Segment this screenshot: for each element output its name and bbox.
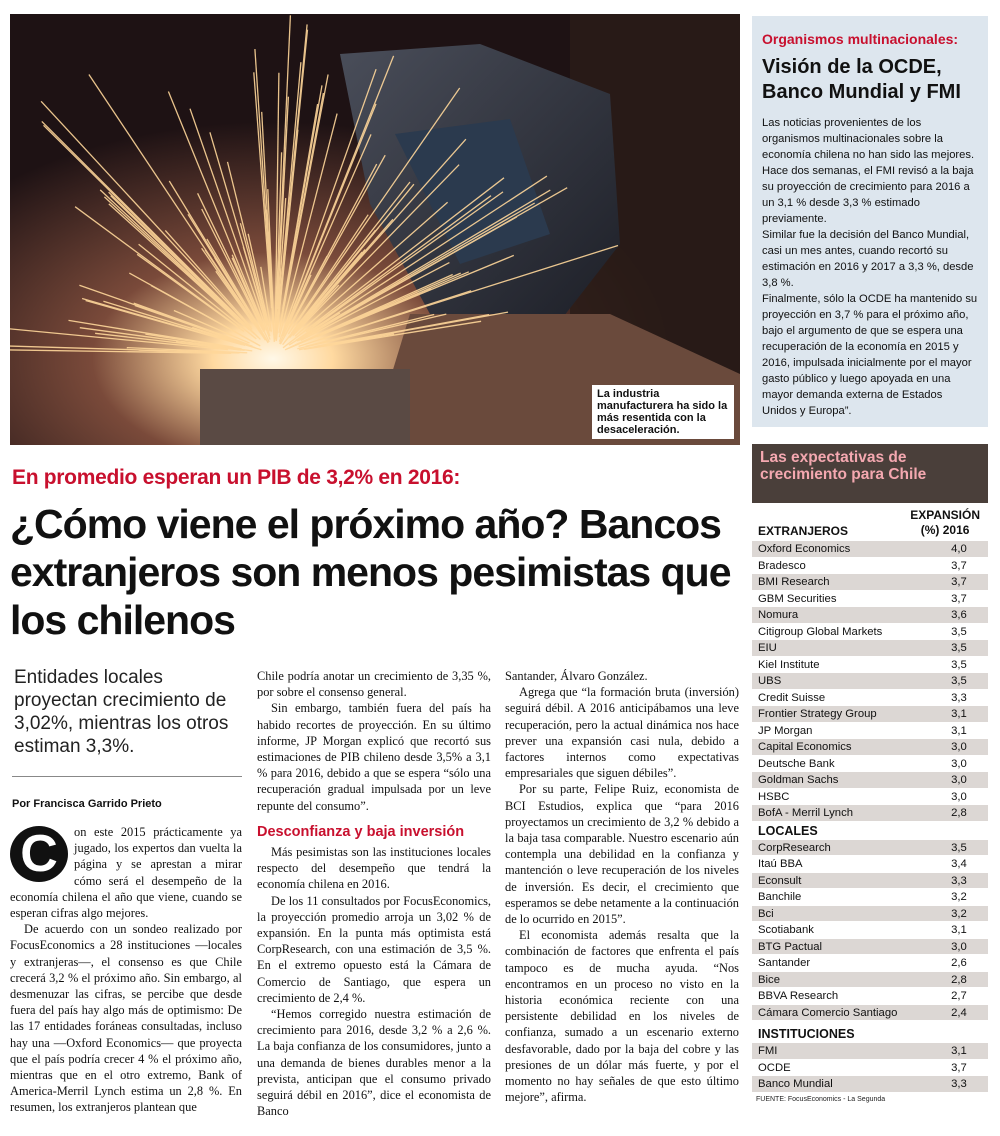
row-name: Credit Suisse [758,691,826,704]
row-value: 3,1 [951,708,967,720]
table-row [752,972,988,989]
table-row [752,805,988,822]
row-name: EIU [758,642,777,654]
welding-photo [10,14,740,445]
table-row [752,607,988,624]
row-name: Bradesco [758,559,806,572]
article-byline: Por Francisca Garrido Prieto [12,798,162,810]
table-row [752,739,988,756]
row-name: JP Morgan [758,724,813,737]
row-value: 3,1 [951,924,967,936]
row-value: 2,7 [951,990,967,1002]
row-value: 3,3 [951,691,967,704]
row-value: 3,0 [951,940,967,953]
table-row [752,856,988,873]
sidebar-box [752,16,988,427]
row-name: Santander [758,957,811,969]
table-row [752,789,988,806]
rows-locales [752,840,988,1022]
row-name: Kiel Institute [758,658,820,671]
sidebar-title: Visión de la OCDE, Banco Mundial y FMI [762,56,961,103]
row-value: 3,0 [951,774,967,786]
table-row [752,772,988,789]
row-value: 3,5 [951,675,967,687]
table-row [752,1043,988,1060]
row-name: UBS [758,675,782,687]
article-lead: Entidades locales proyectan crecimiento de 3,02%, mientras los otros estiman 3,3%. [14,667,229,757]
article-column-1 [10,824,242,1116]
row-name: CorpResearch [758,841,831,854]
row-value: 3,2 [951,891,967,903]
table-row [752,955,988,972]
growth-table [752,444,988,1124]
table-row [752,723,988,740]
table-row [752,840,988,857]
row-value: 3,7 [951,559,967,572]
row-value: 3,4 [951,858,967,870]
article-paragraph: De los 11 consultados por FocusEconomics, la proyección promedio arroja un 3,02 % de expansión. En la punta más optimista está CorpResearch, con una estimación de 3,5 %. En el extremo opuesto está la Cámara de Comercio de Santiago, que espera un crecimiento de 2,4 %. [257,893,491,1005]
sidebar-body [762,115,978,419]
article-paragraph: El economista además resalta que la combinación de factores que enfrenta el país tampoco es de mucha ayuda. “Nos encontramos en un proceso no visto en la historia económica reciente con una persistente debilidad en los niveles de confianza, sumado a un escenario externo desfavorable, dado por la baja del cobre y las presiones de un dólar más fuerte, y por el momento no hay señales de que esto último mejore”, afirma. [505,928,739,1105]
row-value: 3,5 [951,658,967,671]
row-name: Deutsche Bank [758,757,835,770]
header-expansion-line1: EXPANSIÓN [910,508,980,522]
row-name: BTG Pactual [758,940,823,953]
table-row [752,657,988,674]
row-value: 3,5 [951,625,967,638]
row-name: Econsult [758,874,802,887]
article-paragraph: “Hemos corregido nuestra estimación de crecimiento para 2016, desde 3,2 % a 2,6 %. La baja confianza de los consumidores, junto a una demanda de bienes durables menor a la prevista, anticipan que el consumo privado seguirá débil en 2016”, dice el economista de Banco [257,1007,491,1119]
row-name: BofA - Merril Lynch [758,807,854,819]
row-name: Cámara Comercio Santiago [758,1006,898,1019]
row-value: 3,3 [951,874,967,887]
row-value: 3,7 [951,592,967,605]
row-name: Capital Economics [758,741,852,753]
welding-illustration [10,14,740,445]
row-name: Banco Mundial [758,1078,833,1090]
table-row [752,640,988,657]
row-name: BBVA Research [758,990,839,1002]
article-subhead: Desconfianza y baja inversión [257,823,465,840]
row-name: Bice [758,973,780,986]
row-name: HSBC [758,790,790,803]
article-paragraph: Santander, Álvaro González. [505,669,648,683]
row-value: 3,3 [951,1078,967,1090]
row-name: BMI Research [758,576,830,588]
row-value: 3,0 [951,741,967,753]
table-row [752,873,988,890]
table-row [752,1005,988,1022]
row-name: Goldman Sachs [758,774,839,786]
row-value: 2,6 [951,957,967,969]
table-source: FUENTE: FocusEconomics - La Segunda [756,1095,886,1103]
row-value: 4,0 [951,543,967,555]
row-name: Nomura [758,609,799,621]
sidebar-kicker: Organismos multinacionales: [762,31,959,47]
article-paragraph: Más pesimistas son las instituciones locales respecto del desempeño que tendrá la economía chilena en 2016. [257,845,491,892]
lead-divider [12,776,242,777]
row-name: Banchile [758,891,802,903]
rows-instituciones [752,1043,988,1093]
table-row [752,591,988,608]
header-extranjeros: EXTRANJEROS [758,524,849,538]
row-value: 3,1 [951,1045,967,1057]
article-paragraph: Por su parte, Felipe Ruiz, economista de BCI Estudios, explica que “para 2016 proyectamos un crecimiento de 3,2 % debido a la baja tasa comparable. Nuestro escenario aún contempla una debilidad en la confianza y mantención o leve recuperación de los niveles de inversión. Es decir, el crecimiento que esperamos se debe netamente a la continuación de lo ocurrido en 2015”. [505,782,739,927]
row-value: 3,7 [951,576,967,588]
article-paragraph: on este 2015 prácticamente ya jugado, los expertos dan vuelta la página y se aprestan a mirar cómo será el desempeño de la economía chilena el año que viene, cuando se esperan cifras algo mejores. [10,825,242,921]
header-expansion [910,508,980,538]
rows-extranjeros [752,541,988,822]
row-value: 3,6 [951,609,967,621]
table-row [752,541,988,558]
row-name: Citigroup Global Markets [758,625,883,638]
table-title: Las expectativas de crecimiento para Chile [752,444,988,503]
table-row [752,574,988,591]
row-value: 3,0 [951,790,967,803]
row-name: Oxford Economics [758,543,851,555]
table-row [752,922,988,939]
table-row [752,756,988,773]
row-name: Itaú BBA [758,858,803,870]
table-row [752,624,988,641]
sidebar-paragraph: Las noticias provenientes de los organismos multinacionales sobre la economía chilena no han sido las mejores. Hace dos semanas, el FMI revisó a la baja su proyección de crecimiento para 2016 a un 3,1 % desde 3,3 % estimado previamente. [762,117,975,225]
article-headline: ¿Cómo viene el próximo año? Bancos extranjeros son menos pesimistas que los chilenos [10,501,731,643]
sidebar-paragraph: Finalmente, sólo la OCDE ha mantenido su proyección en 3,7 % para el próximo año, bajo el argumento de que se espera una recuperación de la economía en 2015 y 2016, impulsada inicialmente por el mayor gasto público y luego apoyada en una mayor demanda externa de Estados Unidos y Europa”. [762,293,978,417]
row-name: GBM Securities [758,592,837,605]
table-row [752,690,988,707]
table-row [752,939,988,956]
row-name: Frontier Strategy Group [758,708,877,720]
table-row [752,988,988,1005]
row-value: 2,4 [951,1006,967,1019]
article-paragraph: Agrega que “la formación bruta (inversión) seguirá débil. A 2016 anticipábamos una leve recuperación, pero la actual dinámica nos hace prever una expansión casi nula, debido a factores internos como expectativas empresariales que siguen débiles”. [505,685,739,781]
header-expansion-line2: (%) 2016 [920,523,970,537]
row-value: 2,8 [951,973,967,986]
row-value: 3,1 [951,724,967,737]
photo-caption: La industria manufacturera ha sido la más resentida con la desaceleración. [592,385,734,439]
row-value: 3,5 [951,841,967,854]
table-row [752,906,988,923]
row-name: OCDE [758,1061,791,1074]
table-row [752,1076,988,1093]
table-row [752,673,988,690]
dropcap: C [10,826,68,882]
table-row [752,558,988,575]
row-value: 3,0 [951,757,967,770]
article-paragraph: Chile podría anotar un crecimiento de 3,35 %, por sobre el consenso general. [257,669,491,700]
group-label-locales: LOCALES [758,823,818,838]
article-column-2 [257,668,491,1119]
article-paragraph: Sin embargo, también fuera del país ha habido recortes de proyección. En su último informe, JP Morgan explicó que recortó sus estimaciones de PIB chileno desde 3,5% a 3,1 % para 2016, debido a que se espera “sólo una recuperación gradual impulsada por un leve repunte del consumo”. [257,701,491,813]
table-row [752,889,988,906]
article-paragraph: De acuerdo con un sondeo realizado por FocusEconomics a 28 instituciones —locales y extranjeras—, el consenso es que Chile crecerá 3,2 % el próximo año. Sin embargo, al desmenuzar las cifras, se percibe que desde fuera del país hay algo más de optimismo: De las 17 entidades foráneas consultadas, incluso hay una —Oxford Economics— que proyecta que el país podría crecer 4 % el próximo año, mientras que en el otro extremo, Bank of America-Merril Lynch estima un 2,8 %. En resumen, los extranjeros plantean que [10,922,242,1115]
row-name: Bci [758,907,774,920]
article-kicker: En promedio esperan un PIB de 3,2% en 2016: [12,466,461,489]
table-row [752,1060,988,1077]
article-column-3 [505,668,739,1105]
table-row [752,706,988,723]
row-name: Scotiabank [758,924,814,936]
table-header [752,503,988,541]
row-value: 3,7 [951,1061,967,1074]
row-value: 3,5 [951,642,967,654]
sidebar-paragraph: Similar fue la decisión del Banco Mundial, casi un mes antes, cuando recortó su estimación en 2016 y 2017 a 3,3 %, desde 3,8 %. [762,229,974,289]
row-name: FMI [758,1045,778,1057]
row-value: 3,2 [951,907,967,920]
row-value: 2,8 [951,807,967,819]
group-label-instituciones: INSTITUCIONES [758,1027,855,1041]
